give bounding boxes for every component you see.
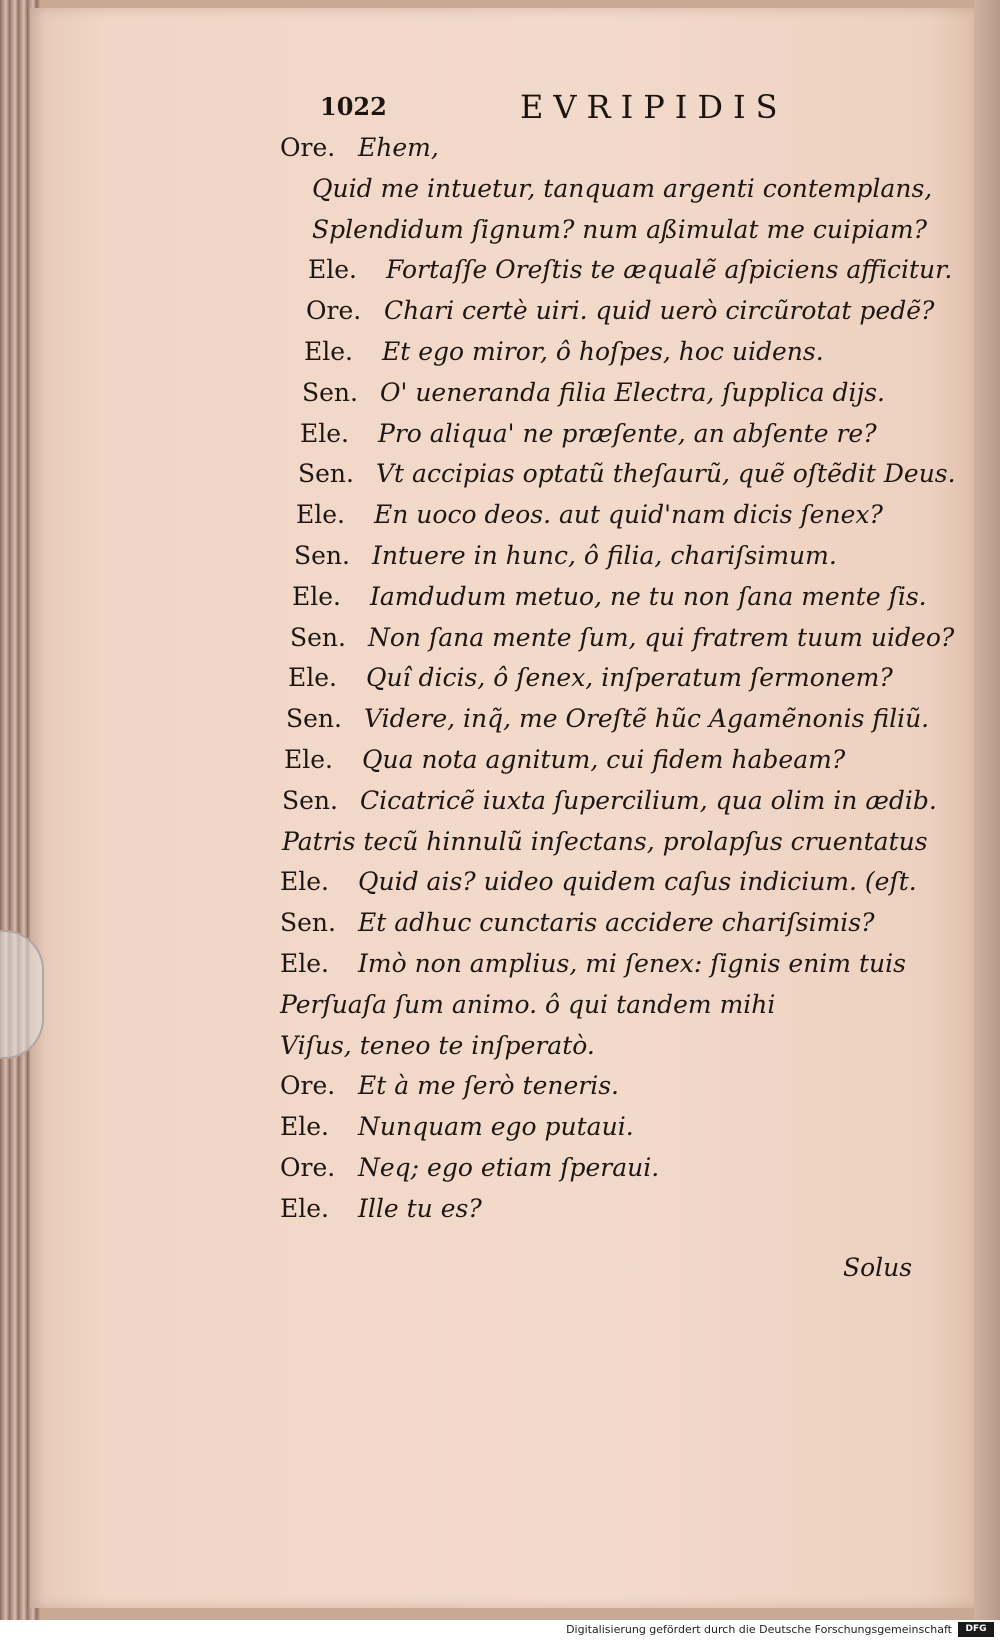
dfg-logo-icon: DFG bbox=[958, 1622, 994, 1637]
speaker-label: Sen. bbox=[282, 785, 338, 815]
text-line bbox=[280, 740, 940, 781]
footer-bar bbox=[0, 1620, 1000, 1641]
speaker-label: Sen. bbox=[298, 459, 354, 489]
dialogue-text bbox=[280, 128, 956, 1230]
line-text: Ille tu es? bbox=[358, 1193, 482, 1223]
line-text: Qua nota agnitum, cui fidem habeam? bbox=[362, 744, 846, 774]
text-line bbox=[280, 903, 940, 944]
catchword: Solus bbox=[843, 1253, 913, 1282]
line-text: Quid ais? uideo quidem caſus indicium. (eſt. bbox=[358, 867, 917, 897]
line-text: Neq; ego etiam ſperaui. bbox=[358, 1152, 660, 1182]
page-clip bbox=[0, 930, 44, 1059]
text-line bbox=[280, 454, 956, 495]
line-text: Viſus, teneo te inſperatò. bbox=[280, 1030, 595, 1060]
line-text: Patris tecũ hinnulũ inſectans, prolapſus cruentatus bbox=[282, 826, 928, 856]
speaker-label: Sen. bbox=[280, 908, 336, 938]
right-page-edge bbox=[974, 0, 1000, 1620]
line-text: Chari certè uiri. quid uerò circũrotat pedẽ? bbox=[384, 296, 935, 326]
line-text: O' ueneranda filia Electra, ſupplica dijs. bbox=[380, 377, 886, 407]
line-text: En uoco deos. aut quid'nam dicis ſenex? bbox=[374, 500, 883, 530]
text-line bbox=[280, 1189, 940, 1230]
text-line bbox=[280, 985, 940, 1026]
speaker-label: Ele. bbox=[292, 581, 341, 611]
line-text: Iamdudum metuo, ne tu non ſana mente ſis. bbox=[370, 581, 927, 611]
speaker-label: Ele. bbox=[300, 418, 349, 448]
line-text: Cicatricẽ iuxta ſupercilium, qua olim in ædib. bbox=[360, 785, 937, 815]
line-text: Pro aliqua' ne præſente, an abſente re? bbox=[378, 418, 877, 448]
text-line bbox=[280, 536, 940, 577]
page-number: 1022 bbox=[320, 92, 387, 121]
text-line bbox=[280, 1026, 940, 1067]
line-text: Splendidum ſignum? num aßimulat me cuipiam? bbox=[312, 214, 928, 244]
line-text: Ehem, bbox=[358, 133, 439, 162]
footer-credit: Digitalisierung gefördert durch die Deutsche Forschungsgemeinschaft bbox=[566, 1623, 952, 1636]
text-line bbox=[280, 332, 940, 373]
text-line bbox=[280, 1107, 940, 1148]
speaker-label: Ele. bbox=[308, 255, 357, 285]
line-text: Perſuaſa ſum animo. ô qui tandem mihi bbox=[280, 989, 776, 1019]
speaker-label: Ele. bbox=[280, 867, 329, 897]
text-line bbox=[280, 373, 940, 414]
page-header bbox=[320, 88, 800, 132]
speaker-label: Sen. bbox=[294, 540, 350, 570]
line-text: Imò non amplius, mi ſenex: ſignis enim tuis bbox=[358, 948, 906, 978]
text-line bbox=[280, 210, 940, 251]
text-line bbox=[280, 1148, 940, 1189]
line-text: Intuere in hunc, ô filia, chariſsimum. bbox=[372, 540, 837, 570]
text-line bbox=[280, 862, 940, 903]
line-text: Videre, inq̃, me Oreſtẽ hũc Agamẽnonis filiũ. bbox=[364, 704, 930, 734]
speaker-label: Ore. bbox=[280, 133, 336, 162]
text-line bbox=[280, 822, 940, 863]
line-text: Non ſana mente ſum, qui fratrem tuum uideo? bbox=[368, 622, 955, 652]
speaker-label: Ele. bbox=[288, 663, 337, 693]
text-line bbox=[280, 291, 940, 332]
speaker-label: Ele. bbox=[280, 948, 329, 978]
text-line bbox=[280, 781, 940, 822]
speaker-label: Sen. bbox=[302, 377, 358, 407]
text-line bbox=[280, 169, 940, 210]
line-text: Quî dicis, ô ſenex, inſperatum ſermonem? bbox=[366, 663, 893, 693]
line-text: Et à me ſerò teneris. bbox=[358, 1071, 619, 1101]
speaker-label: Ele. bbox=[284, 744, 333, 774]
text-line bbox=[280, 618, 955, 659]
speaker-label: Ele. bbox=[296, 500, 345, 530]
line-text: Quid me intuetur, tanquam argenti contemplans, bbox=[312, 173, 933, 203]
line-text: Fortaſſe Oreſtis te æqualẽ aſpiciens afficitur. bbox=[386, 255, 953, 285]
text-line bbox=[280, 944, 940, 985]
text-line bbox=[280, 128, 940, 169]
running-head: EVRIPIDIS bbox=[520, 88, 788, 126]
line-text: Nunquam ego putaui. bbox=[358, 1112, 634, 1142]
speaker-label: Ore. bbox=[306, 296, 362, 326]
line-text: Vt accipias optatũ theſaurũ, quẽ oſtẽdit Deus. bbox=[376, 459, 956, 489]
text-line bbox=[280, 699, 940, 740]
speaker-label: Ele. bbox=[280, 1193, 329, 1223]
speaker-label: Ore. bbox=[280, 1152, 336, 1182]
speaker-label: Ele. bbox=[280, 1112, 329, 1142]
text-line bbox=[280, 495, 940, 536]
line-text: Et ego miror, ô hoſpes, hoc uidens. bbox=[382, 336, 824, 366]
speaker-label: Ore. bbox=[280, 1071, 336, 1101]
line-text: Et adhuc cunctaris accidere chariſsimis? bbox=[358, 908, 875, 938]
speaker-label: Sen. bbox=[290, 622, 346, 652]
speaker-label: Sen. bbox=[286, 704, 342, 734]
speaker-label: Ele. bbox=[304, 336, 353, 366]
text-line bbox=[280, 414, 940, 455]
text-line bbox=[280, 1066, 940, 1107]
text-line bbox=[280, 577, 940, 618]
text-line bbox=[280, 658, 940, 699]
text-line bbox=[280, 250, 953, 291]
